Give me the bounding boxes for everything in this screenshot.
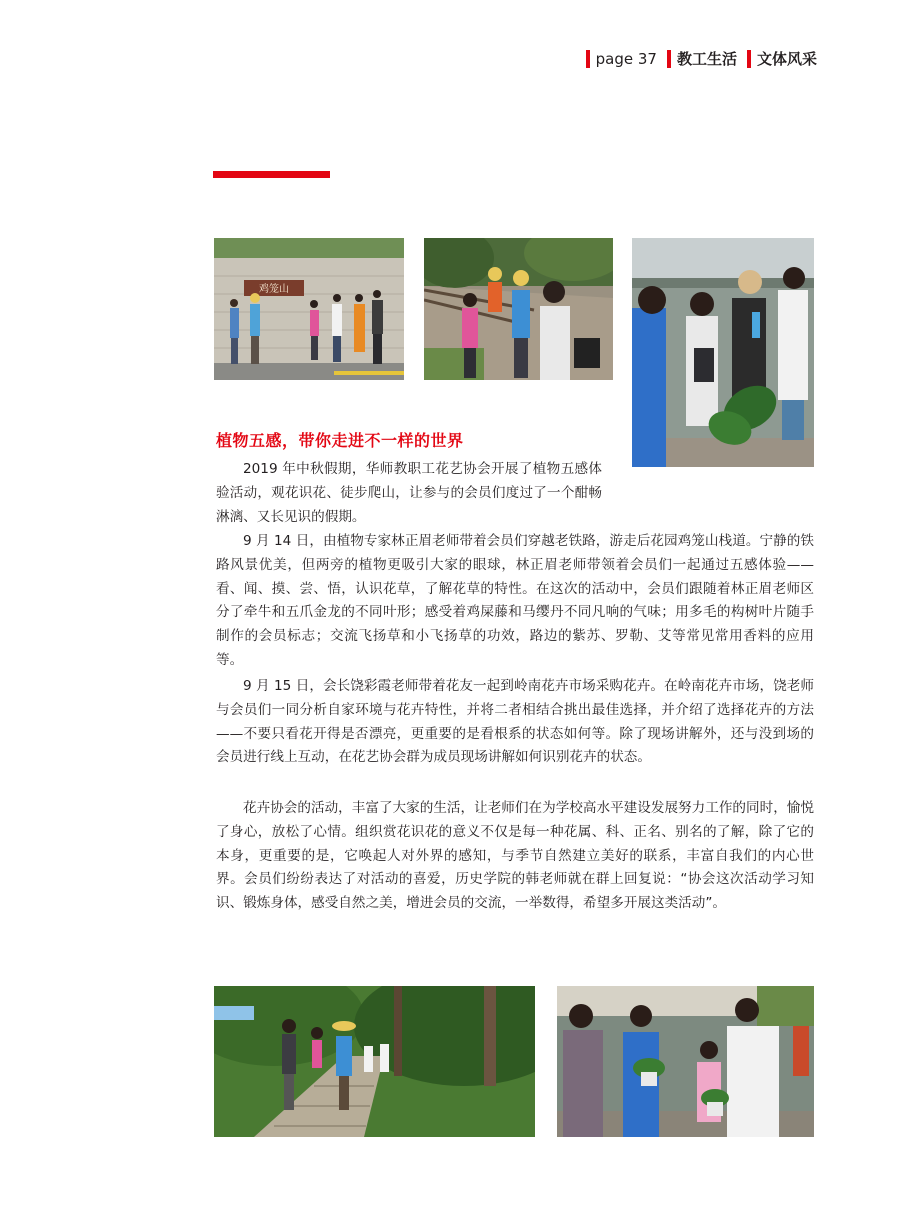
page-number: page 37 bbox=[595, 49, 657, 68]
header-marker bbox=[747, 50, 751, 68]
photo-plant-market-group bbox=[632, 238, 814, 467]
header-marker bbox=[667, 50, 671, 68]
article-heading: 植物五感，带你走进不一样的世界 bbox=[216, 431, 464, 450]
photo-group-at-sign bbox=[214, 238, 404, 380]
decorative-red-rule bbox=[213, 171, 330, 178]
article-paragraph: 9 月 15 日，会长饶彩霞老师带着花友一起到岭南花卉市场采购花卉。在岭南花卉市场，饶老师与会员们一同分析自家环境与花卉特性，并将二者相结合挑出最佳选择，并介绍了选择花卉的方法——不要只看花开得是否漂亮，更重要的是看根系的状态如何等。除了现场讲解外，还与没到场的会员进行线上互动，在花艺协会群为成员现场讲解如何识别花卉的状态。 bbox=[216, 678, 814, 766]
photo-hiking-trail bbox=[214, 986, 535, 1137]
photo-railway-walk bbox=[424, 238, 613, 380]
article-paragraph: 花卉协会的活动，丰富了大家的生活，让老师们在为学校高水平建设发展努力工作的同时，愉悦了身心，放松了心情。组织赏花识花的意义不仅是每一种花属、科、正名、别名的了解，除了它的本身，更重要的是，它唤起人对外界的感知，与季节自然建立美好的联系，丰富自我们的内心世界。会员们纷纷表达了对活动的喜爱，历史学院的韩老师就在群上回复说：“协会这次活动学习知识、锻炼身体，感受自然之美，增进会员的交流，一举数得，希望多开展这类活动”。 bbox=[216, 800, 814, 912]
header-marker bbox=[586, 50, 590, 68]
article-paragraph: 2019 年中秋假期，华师教职工花艺协会开展了植物五感体验活动，观花识花、徒步爬山，让参与的会员们度过了一个酣畅淋漓、又长见识的假期。 bbox=[216, 461, 602, 525]
header-section: 教工生活 bbox=[676, 50, 737, 68]
page-header bbox=[586, 48, 817, 69]
sign-text: 鸡笼山 bbox=[259, 284, 289, 295]
header-subsection: 文体风采 bbox=[756, 50, 817, 68]
photo-buying-plants bbox=[557, 986, 814, 1137]
article-paragraph: 9 月 14 日，由植物专家林正眉老师带着会员们穿越老铁路，游走后花园鸡笼山栈道。宁静的铁路风景优美，但两旁的植物更吸引大家的眼球，林正眉老师带领着会员们一起通过五感体验——看、闻、摸、尝、悟，认识花草，了解花草的特性。在这次的活动中，会员们跟随着林正眉老师区分了牵牛和五爪金龙的不同叶形；感受着鸡屎藤和马缨丹不同凡响的气味；用多毛的构树叶片随手制作的会员标志；交流飞扬草和小飞扬草的功效，路边的紫苏、罗勒、艾等常见常用香料的应用等。 bbox=[216, 533, 814, 668]
